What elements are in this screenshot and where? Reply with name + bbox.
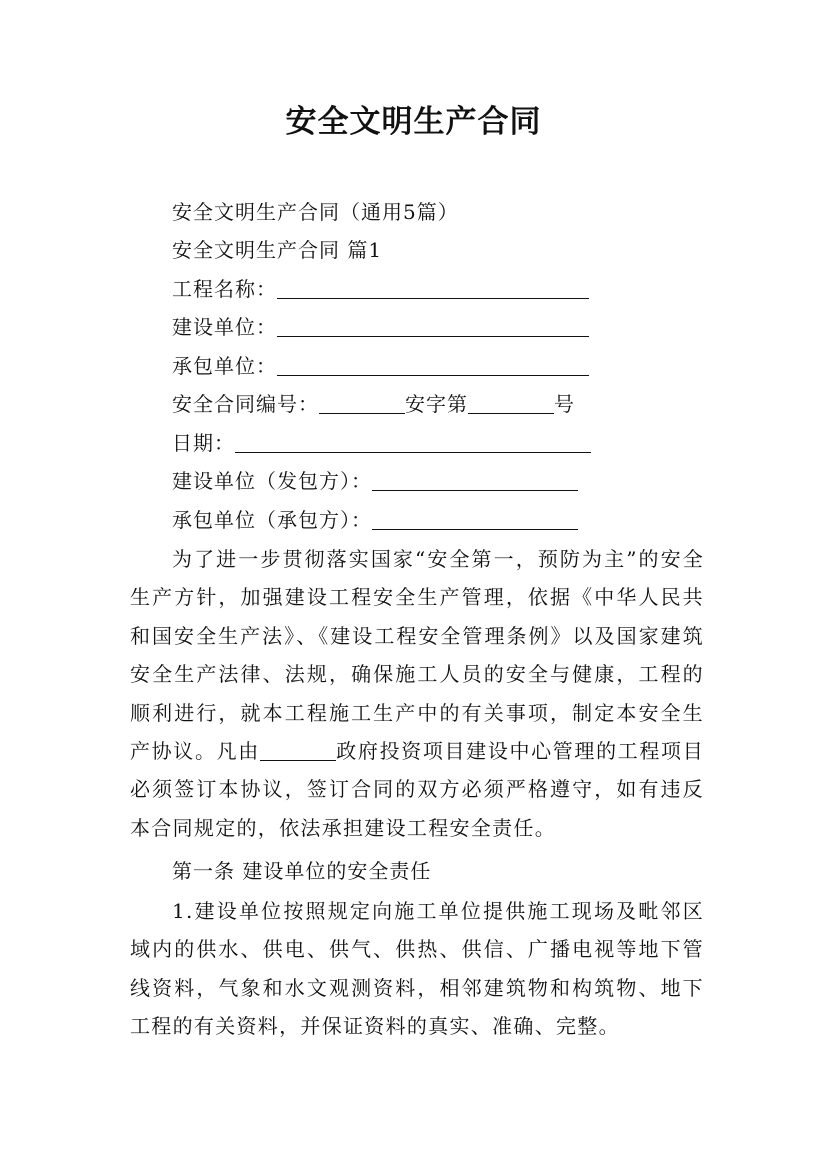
date-blank [235, 430, 591, 453]
article-1-item-1: 1.建设单位按照规定向施工单位提供施工现场及毗邻区域内的供水、供电、供气、供热、供信、广播电视等地下管线资料，气象和水文观测资料，相邻建筑物和构筑物、地下工程的有关资料，并保证资料的真实、准确、完整。 [130, 899, 704, 1039]
contract-number-mid: 安字第 [405, 392, 468, 416]
issuer-field [172, 462, 578, 500]
contract-number-label: 安全合同编号： [172, 392, 319, 416]
contract-number-blank-2 [468, 391, 554, 414]
project-name-label: 工程名称： [172, 277, 277, 301]
issuer-blank [372, 468, 578, 491]
date-label: 日期： [172, 431, 235, 455]
contractor-label: 承包单位： [172, 354, 277, 378]
preamble-part-2: 政府投资项目建设中心管理的工程项目必须签订本协议，签订合同的双方必须严格遵守，如有违反本合同规定的，依法承担建设工程安全责任。 [130, 739, 704, 840]
project-name-field [172, 270, 589, 308]
preamble-blank [260, 738, 336, 761]
document-title: 安全文明生产合同 [285, 104, 542, 140]
contractor-blank [277, 353, 589, 376]
contractor-field [172, 347, 589, 385]
builder-label: 建设单位： [172, 315, 277, 339]
date-field [172, 424, 591, 462]
acceptor-label: 承包单位（承包方）： [172, 508, 372, 532]
preamble-part-1: 为了进一步贯彻落实国家“安全第一，预防为主”的安全生产方针，加强建设工程安全生产管理，依据《中华人民共和国安全生产法》、《建设工程安全管理条例》以及国家建筑安全生产法律、法规，确保施工人员的安全与健康，工程的顺利进行，就本工程施工生产中的有关事项，制定本安全生产协议。凡由 [130, 547, 704, 764]
acceptor-blank [372, 507, 578, 530]
contract-number-field [172, 385, 575, 423]
issuer-label: 建设单位（发包方）： [172, 469, 372, 493]
contract-number-end: 号 [554, 392, 575, 416]
project-name-blank [277, 276, 589, 299]
acceptor-field [172, 501, 578, 539]
part-heading: 安全文明生产合同 篇1 [172, 238, 383, 262]
contract-number-blank-1 [319, 391, 405, 414]
article-1-heading: 第一条 建设单位的安全责任 [172, 859, 432, 883]
builder-blank [277, 314, 589, 337]
preamble-paragraph [130, 540, 704, 847]
builder-field [172, 308, 589, 346]
subtitle: 安全文明生产合同（通用5篇） [172, 200, 459, 224]
